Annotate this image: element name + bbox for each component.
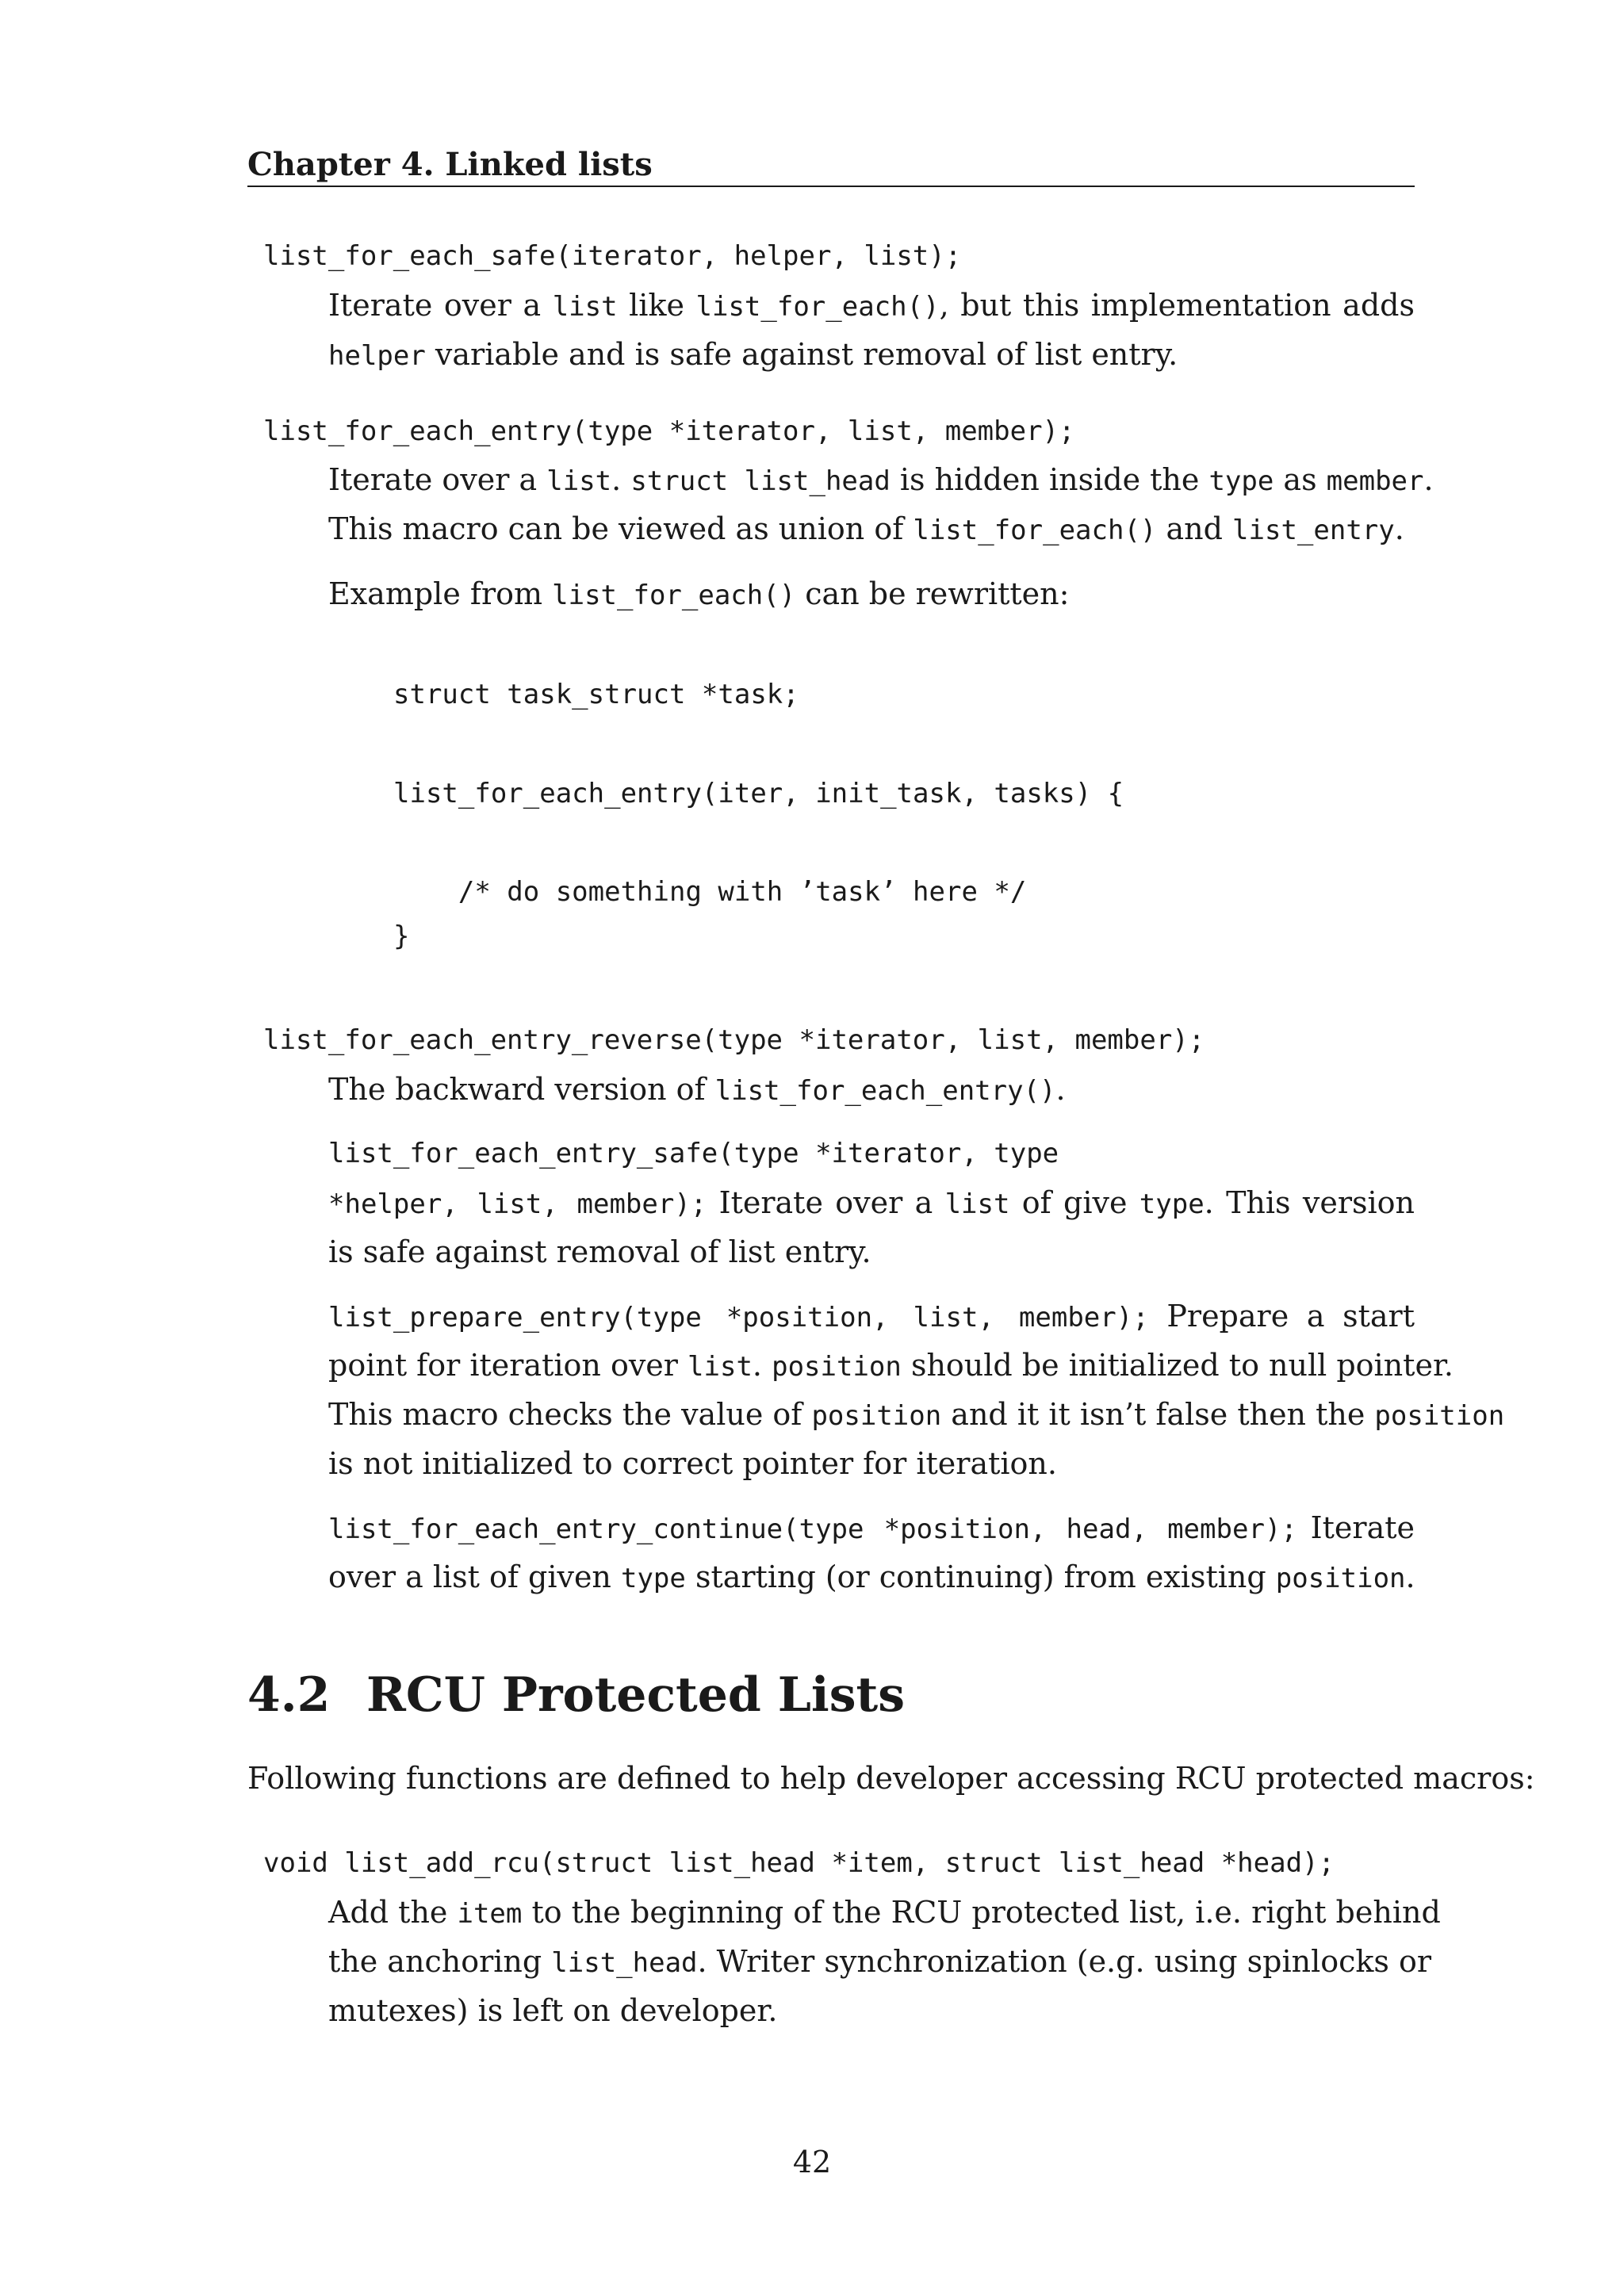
code-inline: helper [328,340,426,372]
section-title: RCU Protected Lists [366,1667,905,1723]
text: Iterate over a [328,462,547,497]
code-line-4: } [393,920,410,952]
entry-desc-entry-safe-line3: is safe against removal of list entry. [328,1234,871,1269]
code-inline: list_for_each() [913,515,1157,546]
entry-continue-line2 [328,1557,1415,1598]
code-inline: list_for_each_entry_continue(type *position, head, member); [328,1513,1297,1545]
text: variable and is safe against removal of list entry. [425,337,1178,372]
entry-desc-entry-line3 [328,574,1415,615]
text: . This version [1204,1185,1415,1220]
text: of give [1009,1185,1139,1220]
code-line-1: struct task_struct *task; [393,679,799,710]
code-line-2: list_for_each_entry(iter, init_task, tasks) { [393,778,1124,809]
text: , but this implementation adds [939,288,1415,323]
code-inline: struct list_head [630,465,891,497]
entry-prepare-line3 [328,1395,1505,1436]
text: to the beginning of the RCU protected list, i.e. right behind [522,1895,1441,1930]
entry-prepare-line4: is not initialized to correct pointer for iteration. [328,1446,1057,1481]
text: Iterate over a [707,1185,945,1220]
text: and [1156,511,1233,546]
code-inline: list [944,1188,1010,1220]
entry-desc-rcu-line3: mutexes) is left on developer. [328,1993,778,2028]
text: Example from [328,576,553,611]
text: Prepare a start [1148,1299,1415,1334]
text: . [611,462,631,497]
text: . [1423,462,1434,497]
entry-desc-rcu-line2 [328,1942,1432,1983]
text: . [1055,1072,1066,1107]
entry-continue-line1 [328,1508,1415,1549]
entry-prepare-line2 [328,1345,1454,1387]
text: like [617,288,696,323]
entry-prepare-line1 [328,1296,1415,1337]
text: Iterate [1297,1510,1415,1545]
code-inline: type [1139,1188,1205,1220]
code-inline: type [620,1563,686,1594]
entry-desc-entry-line1 [328,460,1434,501]
text: starting (or continuing) from existing [685,1559,1276,1594]
section-heading [247,1663,1415,1727]
code-inline: member [1326,465,1424,497]
text: and it it isn’t false then the [941,1397,1375,1432]
page-number: 42 [792,2145,832,2179]
code-inline: list [546,465,612,497]
entry-desc-reverse [328,1070,1415,1111]
text: This macro can be viewed as union of [328,511,914,546]
entry-desc-safe-line2 [328,335,1415,376]
entry-desc-safe-line1 [328,285,1415,327]
code-inline: *helper, list, member); [328,1188,707,1220]
code-inline: type [1208,465,1274,497]
text: should be initialized to null pointer. [901,1348,1454,1383]
code-inline: list [688,1351,753,1383]
section-number: 4.2 [247,1667,331,1723]
code-inline: position [1374,1400,1505,1432]
entry-signature-safe: list_for_each_safe(iterator, helper, list); [263,240,962,272]
code-inline: list_for_each_entry() [714,1075,1056,1107]
code-inline: position [772,1351,902,1383]
entry-desc-entry-safe-line2 [328,1183,1415,1224]
code-inline: list_prepare_entry(type *position, list, member); [328,1302,1149,1334]
text: . [1405,1559,1415,1594]
text: the anchoring [328,1944,552,1979]
code-inline: position [1275,1563,1406,1594]
entry-desc-rcu-line1 [328,1892,1441,1934]
code-inline: list_head [551,1947,698,1979]
code-inline: item [457,1898,523,1930]
text: can be rewritten: [795,576,1070,611]
entry-desc-entry-line2 [328,509,1415,550]
text: over a list of given [328,1559,621,1594]
code-line-3: /* do something with ’task’ here */ [393,876,1027,908]
text: . Writer synchronization (e.g. using spinlocks or [697,1944,1432,1979]
section-intro: Following functions are defined to help developer accessing RCU protected macros: [247,1761,1535,1796]
running-head: Chapter 4. Linked lists [247,146,653,183]
code-inline: list_for_each() [552,580,796,611]
entry-signature-entry-safe: list_for_each_entry_safe(type *iterator, type [328,1138,1059,1169]
text: The backward version of [328,1072,715,1107]
entry-signature-reverse: list_for_each_entry_reverse(type *iterator, list, member); [263,1024,1205,1056]
text: as [1274,462,1327,497]
entry-signature-entry: list_for_each_entry(type *iterator, list, member); [263,415,1075,447]
text: Add the [328,1895,458,1930]
text: . [1394,511,1404,546]
code-inline: list [552,291,618,323]
header-rule [247,186,1415,187]
entry-signature-rcu: void list_add_rcu(struct list_head *item, struct list_head *head); [263,1847,1335,1879]
text: Iterate over a [328,288,553,323]
code-inline: list_entry [1232,515,1395,546]
text: . [752,1348,772,1383]
code-inline: position [811,1400,942,1432]
text: point for iteration over [328,1348,688,1383]
code-inline: list_for_each() [695,291,940,323]
text: is hidden inside the [890,462,1209,497]
text: This macro checks the value of [328,1397,812,1432]
